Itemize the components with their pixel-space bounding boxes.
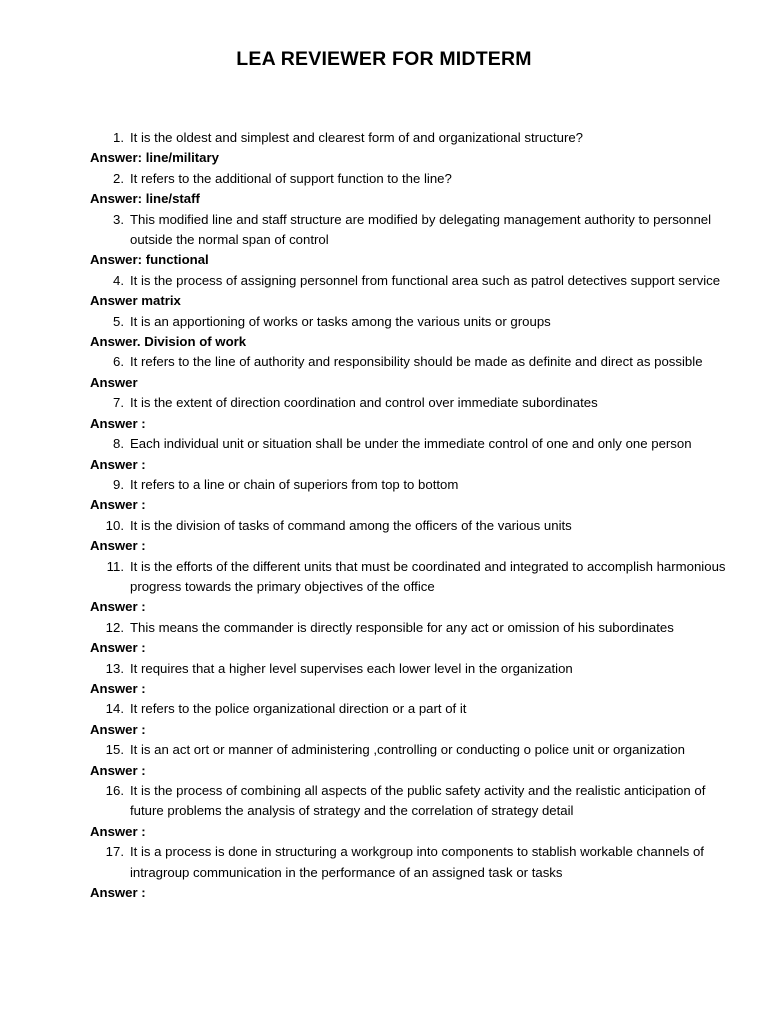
question-text: It requires that a higher level supervises each lower level in the organization xyxy=(130,660,573,676)
question-item xyxy=(90,781,740,822)
answer-line: Answer : xyxy=(90,885,146,901)
question-text: This means the commander is directly responsible for any act or omission of his subordinates xyxy=(130,619,674,635)
question-number: 16. xyxy=(105,783,124,798)
question-text: It refers to the police organizational direction or a part of it xyxy=(130,701,467,717)
question-number: 10. xyxy=(105,517,124,533)
question-item xyxy=(90,618,740,638)
question-item xyxy=(90,842,740,883)
answer-line: Answer : xyxy=(90,538,146,554)
question-item xyxy=(90,393,740,413)
question-text: It refers to a line or chain of superiors from top to bottom xyxy=(130,476,459,492)
answer-line: Answer : xyxy=(90,497,146,513)
question-item xyxy=(90,271,740,291)
question-number: 1. xyxy=(113,130,124,145)
answer-line: Answer : xyxy=(90,415,146,431)
question-number: 8. xyxy=(113,436,124,452)
question-number: 2. xyxy=(113,170,124,186)
question-number: 13. xyxy=(105,660,124,676)
question-number: 15. xyxy=(105,742,124,758)
answer-line: Answer. Division of work xyxy=(90,334,247,350)
question-item xyxy=(90,557,740,598)
question-text: It is the extent of direction coordination and control over immediate subordinates xyxy=(130,395,598,411)
answer-line: Answer : xyxy=(90,640,146,656)
answer-line: Answer : xyxy=(90,762,146,778)
question-text: It is an act ort or manner of administering ,controlling or conducting o police unit or organization xyxy=(130,742,685,758)
question-number: 4. xyxy=(113,272,124,288)
question-text: It refers to the line of authority and responsibility should be made as definite and direct as possible xyxy=(130,354,703,370)
answer-line: Answer : xyxy=(90,721,146,737)
question-item xyxy=(90,128,740,148)
question-text: It is the process of assigning personnel from functional area such as patrol detectives support service xyxy=(130,272,721,288)
question-item xyxy=(90,516,740,536)
question-item xyxy=(90,434,740,454)
question-text: It is the oldest and simplest and clearest form of and organizational structure? xyxy=(130,130,584,145)
question-number: 5. xyxy=(113,313,124,329)
answer-line: Answer: line/staff xyxy=(90,191,200,207)
question-text: It is the process of combining all aspects of the public safety activity and the realistic anticipation of future problems the analysis of strategy and the correlation of strategy detail xyxy=(130,783,706,819)
question-item xyxy=(90,740,740,760)
question-text: Each individual unit or situation shall be under the immediate control of one and only one person xyxy=(130,436,692,452)
answer-line: Answer : xyxy=(90,456,146,472)
question-number: 7. xyxy=(113,395,124,411)
question-item xyxy=(90,312,740,332)
question-text: It refers to the additional of support function to the line? xyxy=(130,170,452,186)
answer-line: Answer: functional xyxy=(90,252,209,268)
question-number: 11. xyxy=(106,558,124,574)
question-text: It is an apportioning of works or tasks among the various units or groups xyxy=(130,313,551,329)
document-title: LEA REVIEWER FOR MIDTERM xyxy=(236,48,532,70)
question-text: It is the division of tasks of command among the officers of the various units xyxy=(130,517,572,533)
question-text: It is a process is done in structuring a workgroup into components to stablish workable channels of intragroup communication in the performance of an assigned task or tasks xyxy=(130,844,704,880)
question-number: 9. xyxy=(113,476,124,492)
question-item xyxy=(90,169,740,189)
answer-line: Answer : xyxy=(90,823,146,839)
question-item xyxy=(90,699,740,719)
answer-line: Answer: line/military xyxy=(90,150,219,166)
question-item xyxy=(90,210,740,251)
answer-line: Answer : xyxy=(90,599,146,615)
answer-line: Answer matrix xyxy=(90,293,181,309)
question-number: 3. xyxy=(113,211,124,227)
question-list xyxy=(90,128,740,903)
question-number: 14. xyxy=(105,701,124,717)
question-number: 6. xyxy=(113,354,124,370)
question-text: This modified line and staff structure are modified by delegating management authority to personnel outside the normal span of control xyxy=(130,211,712,248)
question-number: 17. xyxy=(105,844,124,860)
question-item xyxy=(90,659,740,679)
answer-line: Answer xyxy=(90,374,138,390)
question-item xyxy=(90,475,740,495)
answer-line: Answer : xyxy=(90,680,146,696)
question-number: 12. xyxy=(105,619,124,635)
question-item xyxy=(90,352,740,372)
question-text: It is the efforts of the different units that must be coordinated and integrated to accomplish harmonious progress towards the primary objectives of the office xyxy=(130,558,726,594)
